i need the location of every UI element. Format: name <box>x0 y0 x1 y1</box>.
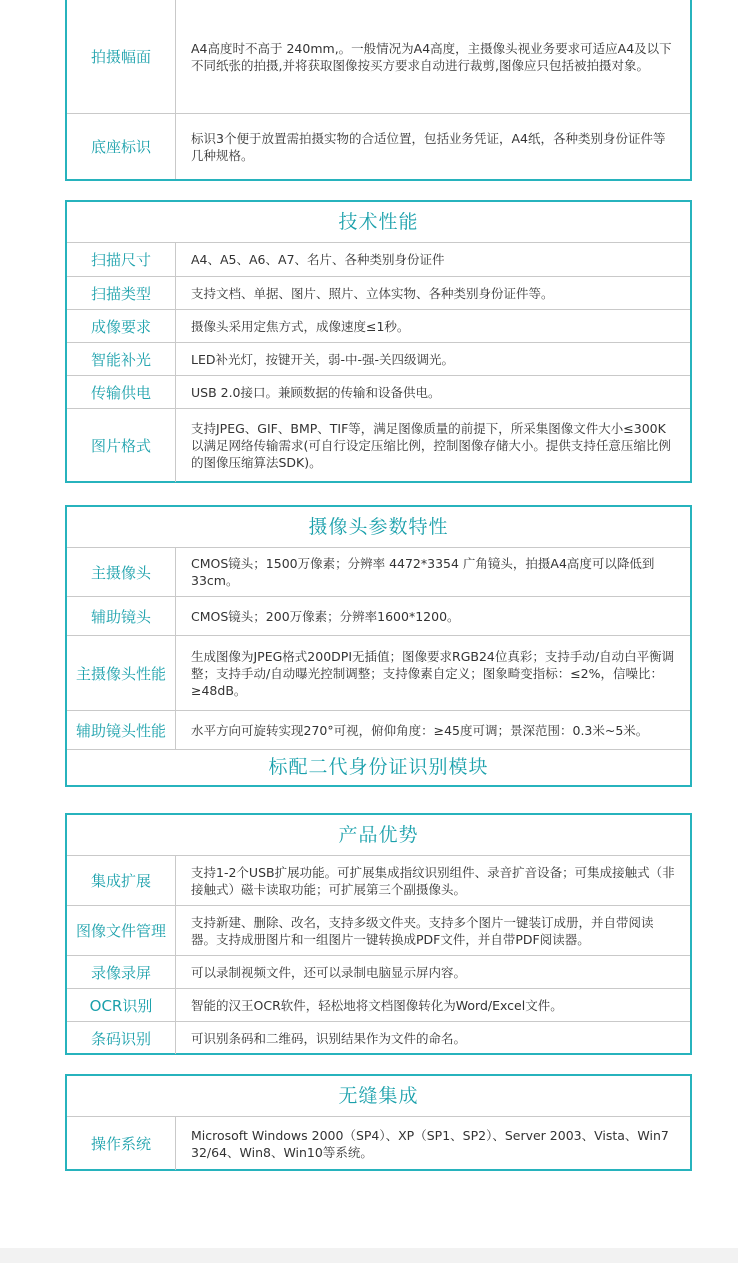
table-row <box>67 636 690 711</box>
row-value: A4、A5、A6、A7、名片、各种类别身份证件 <box>191 252 445 267</box>
row-value: 支持JPEG、GIF、BMP、TIF等，满足图像质量的前提下，所采集图像文件大小≤300K以满足网络传输需求(可自行设定压缩比例，控制图像存储大小。提供支持任意压缩比例的图像压缩算法SDK)。 <box>191 421 671 470</box>
row-label: 图片格式 <box>67 409 176 482</box>
row-value: 标识3个便于放置需拍摄实物的合适位置，包括业务凭证，A4纸，各种类别身份证件等几种规格。 <box>191 130 666 163</box>
row-value: 可以录制视频文件，还可以录制电脑显示屏内容。 <box>191 964 467 980</box>
row-label: 拍摄幅面 <box>67 0 176 113</box>
row-value: USB 2.0接口。兼顾数据的传输和设备供电。 <box>191 384 441 400</box>
row-label: 扫描尺寸 <box>67 243 176 276</box>
table-row <box>67 114 690 179</box>
spec-table-continued <box>65 0 692 181</box>
row-value: CMOS镜头；1500万像素；分辨率 4472*3354 广角镜头，拍摄A4高度可以降低到33cm。 <box>191 556 655 588</box>
row-label: 主摄像头 <box>67 548 176 596</box>
row-label: 底座标识 <box>67 114 176 179</box>
table-row <box>67 989 690 1022</box>
row-label: 成像要求 <box>67 310 176 342</box>
table-row <box>67 597 690 636</box>
section-title: 技术性能 <box>67 202 690 243</box>
table-row <box>67 243 690 277</box>
row-value: 智能的汉王OCR软件，轻松地将文档图像转化为Word/Excel文件。 <box>191 997 563 1013</box>
row-value: 支持1-2个USB扩展功能。可扩展集成指纹识别组件、录音扩音设备；可集成接触式（非接触式）磁卡读取功能；可扩展第三个副摄像头。 <box>191 864 675 897</box>
row-value: 生成图像为JPEG格式200DPI无插值；图像要求RGB24位真彩；支持手动/自动白平衡调整；支持手动/自动曝光控制调整；支持像素自定义；图象畸变指标：≤2%，信噪比：≥48dB。 <box>191 648 675 698</box>
row-value: CMOS镜头；200万像素；分辨率1600*1200。 <box>191 608 460 624</box>
section-title: 摄像头参数特性 <box>67 507 690 548</box>
row-value: 可识别条码和二维码，识别结果作为文件的命名。 <box>191 1030 467 1046</box>
table-row <box>67 1022 690 1054</box>
row-label: 集成扩展 <box>67 856 176 905</box>
table-row <box>67 310 690 343</box>
table-row <box>67 711 690 749</box>
table-row <box>67 409 690 482</box>
row-value: Microsoft Windows 2000（SP4）、XP（SP1、SP2）、Server 2003、Vista、Win7 32/64、Win8、Win10等系统。 <box>191 1127 669 1160</box>
table-row <box>67 956 690 989</box>
row-label: 扫描类型 <box>67 277 176 309</box>
table-row <box>67 0 690 114</box>
row-label: 条码识别 <box>67 1022 176 1054</box>
section-title-id-module: 标配二代身份证识别模块 <box>67 749 690 785</box>
row-value: 支持新建、删除、改名，支持多级文件夹。支持多个图片一键装订成册，并自带阅读器。支持成册图片和一组图片一键转换成PDF文件，并自带PDF阅读器。 <box>191 914 654 947</box>
footer-band <box>0 1248 738 1263</box>
section-title: 无缝集成 <box>67 1076 690 1117</box>
table-row <box>67 277 690 310</box>
row-label: 传输供电 <box>67 376 176 408</box>
row-label: OCR识别 <box>67 989 176 1021</box>
row-label: 图像文件管理 <box>67 906 176 955</box>
row-value: A4高度时不高于 240mm,。一般情况为A4高度，主摄像头视业务要求可适应A4及以下不同纸张的拍摄,并将获取图像按买方要求自动进行裁剪,图像应只包括被拍摄对象。 <box>191 40 672 73</box>
section-title: 产品优势 <box>67 815 690 856</box>
spec-table-advantage <box>65 813 692 1055</box>
row-label: 智能补光 <box>67 343 176 375</box>
table-row <box>67 1117 690 1170</box>
row-label: 辅助镜头性能 <box>67 711 176 749</box>
table-row <box>67 906 690 956</box>
row-label: 主摄像头性能 <box>67 636 176 710</box>
row-value: 摄像头采用定焦方式，成像速度≤1秒。 <box>191 318 410 334</box>
row-label: 操作系统 <box>67 1117 176 1170</box>
row-label: 辅助镜头 <box>67 597 176 635</box>
table-row <box>67 343 690 376</box>
row-value: LED补光灯，按键开关，弱-中-强-关四级调光。 <box>191 351 455 367</box>
table-row <box>67 548 690 597</box>
row-value: 水平方向可旋转实现270°可视，俯仰角度：≥45度可调；景深范围：0.3米~5米。 <box>191 722 649 738</box>
spec-table-tech <box>65 200 692 483</box>
row-label: 录像录屏 <box>67 956 176 988</box>
row-value: 支持文档、单据、图片、照片、立体实物、各种类别身份证件等。 <box>191 285 554 301</box>
spec-table-camera <box>65 505 692 787</box>
table-row <box>67 856 690 906</box>
table-row <box>67 376 690 409</box>
spec-table-seamless <box>65 1074 692 1171</box>
